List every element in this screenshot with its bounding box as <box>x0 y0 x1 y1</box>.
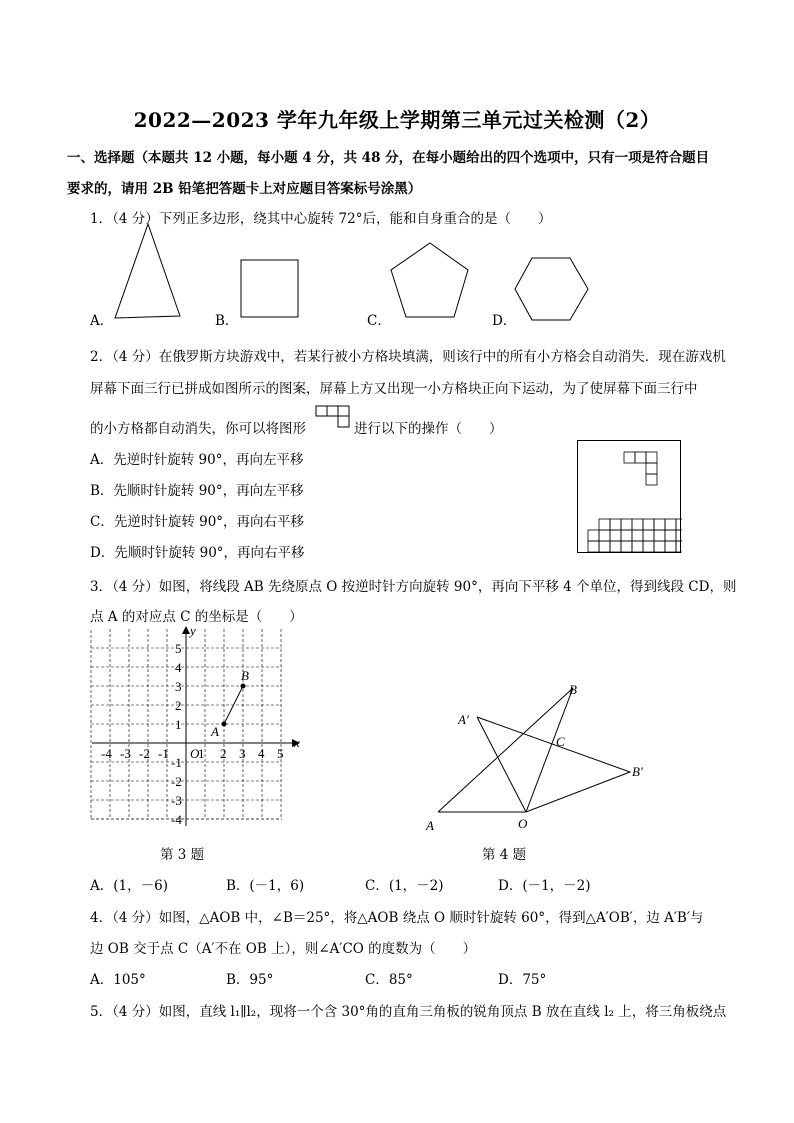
stack-cell <box>632 530 643 541</box>
falling-cell <box>624 452 635 463</box>
question-2-line2: 屏幕下面三行已拼成如图所示的图案，屏幕上方又出现一小方格块正向下运动，为了使屏幕下面三行中 <box>90 381 698 397</box>
stack-cell <box>632 541 643 552</box>
q4-option-c: C．85° <box>365 972 413 988</box>
y-axis-label: y <box>190 623 196 638</box>
q4-option-b: B．95° <box>226 972 274 988</box>
q3-option-d: D．(－1，－2) <box>498 878 591 894</box>
question-5-line1: 5．（4 分）如图，直线 l₁∥l₂，现将一个含 30°角的直角三角板的锐角顶点 B 放在直线 l₂ 上，将三角板绕点 <box>90 1004 727 1020</box>
x-tick-label: 1 <box>198 746 205 761</box>
q1-option-c: C． <box>367 313 391 329</box>
stack-cell <box>599 541 610 552</box>
y-tick-label: -4 <box>171 812 182 827</box>
q1-option-b: B． <box>215 313 239 329</box>
question-1-text: 1．（4 分）下列正多边形，绕其中心旋转 72°后，能和自身重合的是（ ） <box>90 211 552 227</box>
q1-polygons <box>0 0 794 340</box>
q2-option-b: B．先顺时针旋转 90°，再向左平移 <box>90 483 304 499</box>
falling-cell <box>646 474 657 485</box>
q3-option-a: A．(1，－6) <box>90 878 168 894</box>
question-2-line3b: 进行以下的操作（ ） <box>354 421 503 437</box>
stack-cell <box>621 541 632 552</box>
x-tick-label: 2 <box>220 746 227 761</box>
stack-cell <box>676 519 682 530</box>
point-label: A <box>211 724 219 739</box>
q4-rotation-figure <box>420 672 660 832</box>
triangle-a1ob1 <box>477 717 630 812</box>
q1-option-a: A． <box>90 313 114 329</box>
stack-cell <box>654 519 665 530</box>
triangle-shape <box>115 224 180 318</box>
y-axis-arrow-icon <box>182 626 190 634</box>
question-4-line2: 边 OB 交于点 C（A′不在 OB 上），则∠A′CO 的度数为（ ） <box>90 941 477 957</box>
stack-cell <box>588 541 599 552</box>
falling-cell <box>635 452 646 463</box>
label-c: C <box>556 734 565 749</box>
y-tick-label: 5 <box>175 641 182 656</box>
question-3-line1: 3．（4 分）如图，将线段 AB 先绕原点 O 按逆时针方向旋转 90°，再向下平移 4 个单位，得到线段 CD，则 <box>90 579 737 595</box>
y-tick-label: 4 <box>175 660 182 675</box>
q1-option-d: D． <box>492 313 517 329</box>
hexagon-shape <box>515 258 588 320</box>
square-shape <box>241 260 298 317</box>
stack-cell <box>610 519 621 530</box>
page-title: 2022—2023 学年九年级上学期第三单元过关检测（2） <box>133 108 661 132</box>
stack-cell <box>643 541 654 552</box>
stack-cell <box>610 530 621 541</box>
stack-cell <box>610 541 621 552</box>
q2-option-c: C．先逆时针旋转 90°，再向右平移 <box>90 514 305 530</box>
stack-cell <box>665 541 676 552</box>
label-a: A <box>426 818 434 832</box>
y-tick-label: 1 <box>175 717 182 732</box>
tetris-screen-figure <box>577 440 682 554</box>
x-axis-label: x <box>294 735 300 750</box>
x-tick-label: -2 <box>139 746 150 761</box>
stack-cell <box>643 519 654 530</box>
figure-3-caption: 第 3 题 <box>160 847 205 863</box>
question-2-line3a: 的小方格都自动消失，你可以将图形 <box>90 421 306 437</box>
stack-cell <box>654 530 665 541</box>
label-a-prime: A′ <box>458 712 469 727</box>
q4-option-d: D．75° <box>498 972 547 988</box>
question-4-line1: 4．（4 分）如图，△AOB 中，∠B＝25°，将△AOB 绕点 O 顺时针旋转 60°，得到△A′OB′，边 A′B′与 <box>90 910 704 926</box>
label-b-prime: B′ <box>632 764 643 779</box>
q4-option-a: A．105° <box>90 972 146 988</box>
point-a <box>222 722 227 727</box>
q3-coordinate-plane <box>90 622 310 837</box>
stack-cell <box>632 519 643 530</box>
stack-cell <box>654 541 665 552</box>
x-tick-label: O <box>190 746 200 761</box>
q3-option-c: C．(1，－2) <box>365 878 444 894</box>
tetromino-icon <box>315 405 353 431</box>
section-heading-line1: 一、选择题（本题共 12 小题，每小题 4 分，共 48 分，在每小题给出的四个选项中，只有一项是符合题目 <box>67 150 710 166</box>
y-tick-label: 3 <box>175 679 182 694</box>
triangle-aob <box>438 688 573 812</box>
figure-4-caption: 第 4 题 <box>482 847 527 863</box>
stack-cell <box>665 530 676 541</box>
stack-cell <box>599 519 610 530</box>
stack-cell <box>665 519 676 530</box>
q2-option-d: D．先顺时针旋转 90°，再向右平移 <box>90 545 305 561</box>
x-tick-label: 5 <box>277 746 284 761</box>
q2-option-a: A．先逆时针旋转 90°，再向左平移 <box>90 452 304 468</box>
x-tick-label: -3 <box>120 746 131 761</box>
x-tick-label: 4 <box>258 746 265 761</box>
stack-cell <box>643 530 654 541</box>
y-tick-label: 2 <box>175 698 182 713</box>
stack-cell <box>676 541 682 552</box>
y-tick-label: -3 <box>171 793 182 808</box>
x-tick-label: -1 <box>158 746 169 761</box>
stack-cell <box>676 530 682 541</box>
point-label: B <box>241 668 249 683</box>
falling-cell <box>646 463 657 474</box>
label-o: O <box>518 816 528 831</box>
label-b: B <box>569 682 577 697</box>
stack-cell <box>599 530 610 541</box>
question-3-line2: 点 A 的对应点 C 的坐标是（ ） <box>90 609 303 625</box>
x-tick-label: -4 <box>101 746 112 761</box>
x-tick-label: 3 <box>239 746 246 761</box>
stack-cell <box>621 530 632 541</box>
point-b <box>241 684 246 689</box>
stack-cell <box>621 519 632 530</box>
y-tick-label: -1 <box>171 755 182 770</box>
section-heading-line2: 要求的，请用 2B 铅笔把答题卡上对应题目答案标号涂黑） <box>67 181 422 197</box>
falling-cell <box>646 452 657 463</box>
question-2-line1: 2．（4 分）在俄罗斯方块游戏中，若某行被小方格块填满，则该行中的所有小方格会自动消失．现在游戏机 <box>90 349 726 365</box>
pentagon-shape <box>391 243 468 317</box>
q3-option-b: B．(－1，6) <box>226 878 305 894</box>
stack-cell <box>588 530 599 541</box>
y-tick-label: -2 <box>171 774 182 789</box>
